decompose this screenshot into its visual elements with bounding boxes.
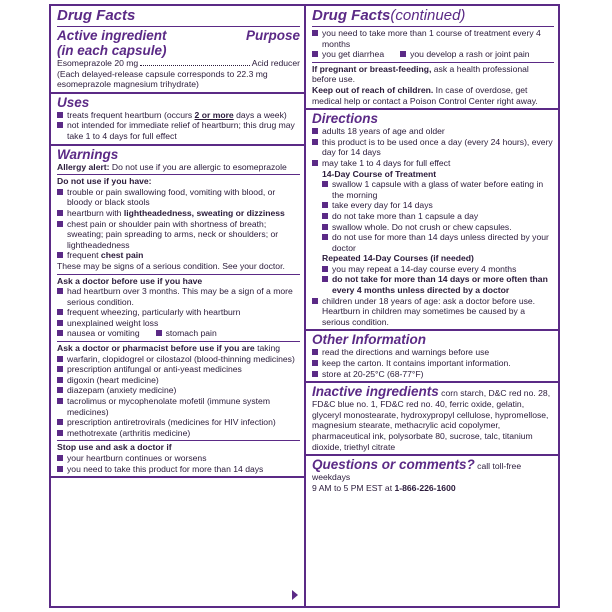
course-item: do not use for more than 14 days unless directed by your doctor: [322, 232, 554, 253]
course-item: swallow whole. Do not crush or chew capsules.: [322, 222, 554, 233]
phone-number: 1-866-226-1600: [394, 482, 456, 493]
purpose-heading: Purpose: [245, 28, 300, 43]
stop-use-item: your heartburn continues or worsens: [57, 453, 300, 464]
ask-doctor-item: unexplained weight loss: [57, 318, 300, 329]
active-ingredient-section: [51, 6, 304, 94]
keep-out-of-reach: Keep out of reach of children. In case of overdose, get medical help or contact a Poison Control Center right away.: [312, 84, 538, 106]
ask-doctor-item: nausea or vomiting: [57, 328, 140, 339]
repeat-item: you may repeat a 14-day course every 4 months: [322, 264, 554, 275]
drug-facts-continued-title: Drug Facts(continued): [312, 7, 466, 24]
active-ingredient-heading: Active ingredient: [57, 28, 167, 43]
stop-use-heading: Stop use and ask a doctor if: [57, 442, 172, 453]
course-heading: 14-Day Course of Treatment: [322, 168, 437, 179]
other-info-item: keep the carton. It contains important information.: [312, 358, 554, 369]
stop-use-item: you get diarrhea: [312, 49, 384, 60]
course-item: take every day for 14 days: [322, 200, 554, 211]
stop-use-item: you need to take this product for more than 14 days: [57, 464, 300, 475]
other-info-item: store at 20-25°C (68-77°F): [312, 369, 554, 380]
interaction-item: warfarin, clopidogrel or cilostazol (blood-thinning medicines): [57, 354, 300, 365]
warnings-section: [51, 146, 304, 479]
directions-item: adults 18 years of age and older: [312, 126, 554, 137]
directions-item: children under 18 years of age: ask a doctor before use. Heartburn in children may sometimes be caused by a serious condition.: [312, 296, 554, 328]
directions-item: this product is to be used once a day (every 24 hours), every day for 14 days: [312, 137, 554, 158]
ask-pharmacist-heading: Ask a doctor or pharmacist before use if you are taking: [57, 343, 281, 354]
directions-section: [306, 110, 558, 331]
directions-item: may take 1 to 4 days for full effect: [312, 158, 554, 169]
warnings-heading: Warnings: [57, 146, 119, 162]
directions-heading: Directions: [312, 111, 379, 127]
interaction-item: digoxin (heart medicine): [57, 375, 300, 386]
inactive-ingredients-section: [306, 383, 558, 456]
do-not-use-item: heartburn with lightheadedness, sweating or dizziness: [57, 208, 300, 219]
ask-doctor-item: had heartburn over 3 months. This may be a sign of a more serious condition.: [57, 286, 300, 307]
repeat-course-heading: Repeated 14-Day Courses (if needed): [322, 253, 474, 264]
course-item: do not take more than 1 capsule a day: [322, 211, 554, 222]
interaction-item: methotrexate (arthritis medicine): [57, 428, 300, 439]
left-column: [49, 4, 306, 608]
ask-doctor-heading: Ask a doctor before use if you have: [57, 275, 203, 286]
do-not-use-item: frequent chest pain: [57, 250, 300, 261]
uses-section: [51, 94, 304, 146]
other-information-heading: Other Information: [312, 332, 426, 348]
continued-warnings-section: [306, 6, 558, 110]
pregnancy-warning: If pregnant or breast-feeding, ask a health professional before use.: [312, 63, 529, 85]
serious-condition-note: These may be signs of a serious condition. See your doctor.: [57, 260, 285, 271]
do-not-use-heading: Do not use if you have:: [57, 176, 152, 187]
ask-doctor-item: stomach pain: [156, 328, 217, 339]
uses-item: treats frequent heartburn (occurs 2 or more days a week): [57, 110, 300, 121]
stop-use-item: you need to take more than 1 course of treatment every 4 months: [312, 28, 554, 49]
ingredient-name: Esomeprazole 20 mg: [57, 58, 139, 68]
repeat-item: do not take for more than 14 days or more often than every 4 months unless directed by a doctor: [322, 274, 554, 295]
do-not-use-item: chest pain or shoulder pain with shortness of breath; sweating; pain spreading to arms, neck or shoulders; or lightheadedness: [57, 219, 300, 251]
ask-doctor-item: frequent wheezing, particularly with heartburn: [57, 307, 300, 318]
right-column: [304, 4, 560, 608]
course-item: swallow 1 capsule with a glass of water before eating in the morning: [322, 179, 554, 200]
active-ingredient-subheading: (in each capsule): [57, 43, 167, 58]
continue-arrow-icon: [292, 590, 298, 600]
uses-item: not intended for immediate relief of heartburn; this drug may take 1 to 4 days for full effect: [57, 120, 300, 141]
interaction-item: diazepam (anxiety medicine): [57, 385, 300, 396]
do-not-use-item: trouble or pain swallowing food, vomiting with blood, or bloody or black stools: [57, 187, 300, 208]
interaction-item: prescription antiretrovirals (medicines for HIV infection): [57, 417, 300, 428]
questions-heading: Questions or comments?: [312, 457, 475, 473]
stop-use-item: you develop a rash or joint pain: [400, 49, 529, 60]
inactive-ingredients-heading: Inactive ingredients: [312, 384, 439, 400]
inactive-ingredients-list: corn starch, D&C red no. 28, FD&C blue no. 1, FD&C red no. 40, ferric oxide, gelatin, glyceryl monostearate, hydroxypropyl cellulose, hypromellose, magnesium stearate, methacrylic acid copolymer, pharmaceutical ink, polysorbate 80, sucrose, talc, titanium dioxide, triethyl citrate: [312, 388, 551, 452]
interaction-item: tacrolimus or mycophenolate mofetil (immune system medicines): [57, 396, 300, 417]
drug-facts-title: Drug Facts: [57, 7, 136, 24]
ingredient-note: (Each delayed-release capsule corresponds to 22.3 mg esomeprazole magnesium trihydrate): [57, 68, 268, 90]
allergy-alert: Allergy alert: Do not use if you are allergic to esomeprazole: [57, 161, 287, 172]
ingredient-purpose: Acid reducer: [251, 58, 300, 68]
interaction-item: prescription antifungal or anti-yeast medicines: [57, 364, 300, 375]
other-info-item: read the directions and warnings before use: [312, 347, 554, 358]
uses-heading: Uses: [57, 94, 90, 110]
questions-section: Questions or comments? call toll-free weekdays 9 AM to 5 PM EST at 1-866-226-1600: [312, 457, 522, 493]
other-information-section: [306, 331, 558, 383]
